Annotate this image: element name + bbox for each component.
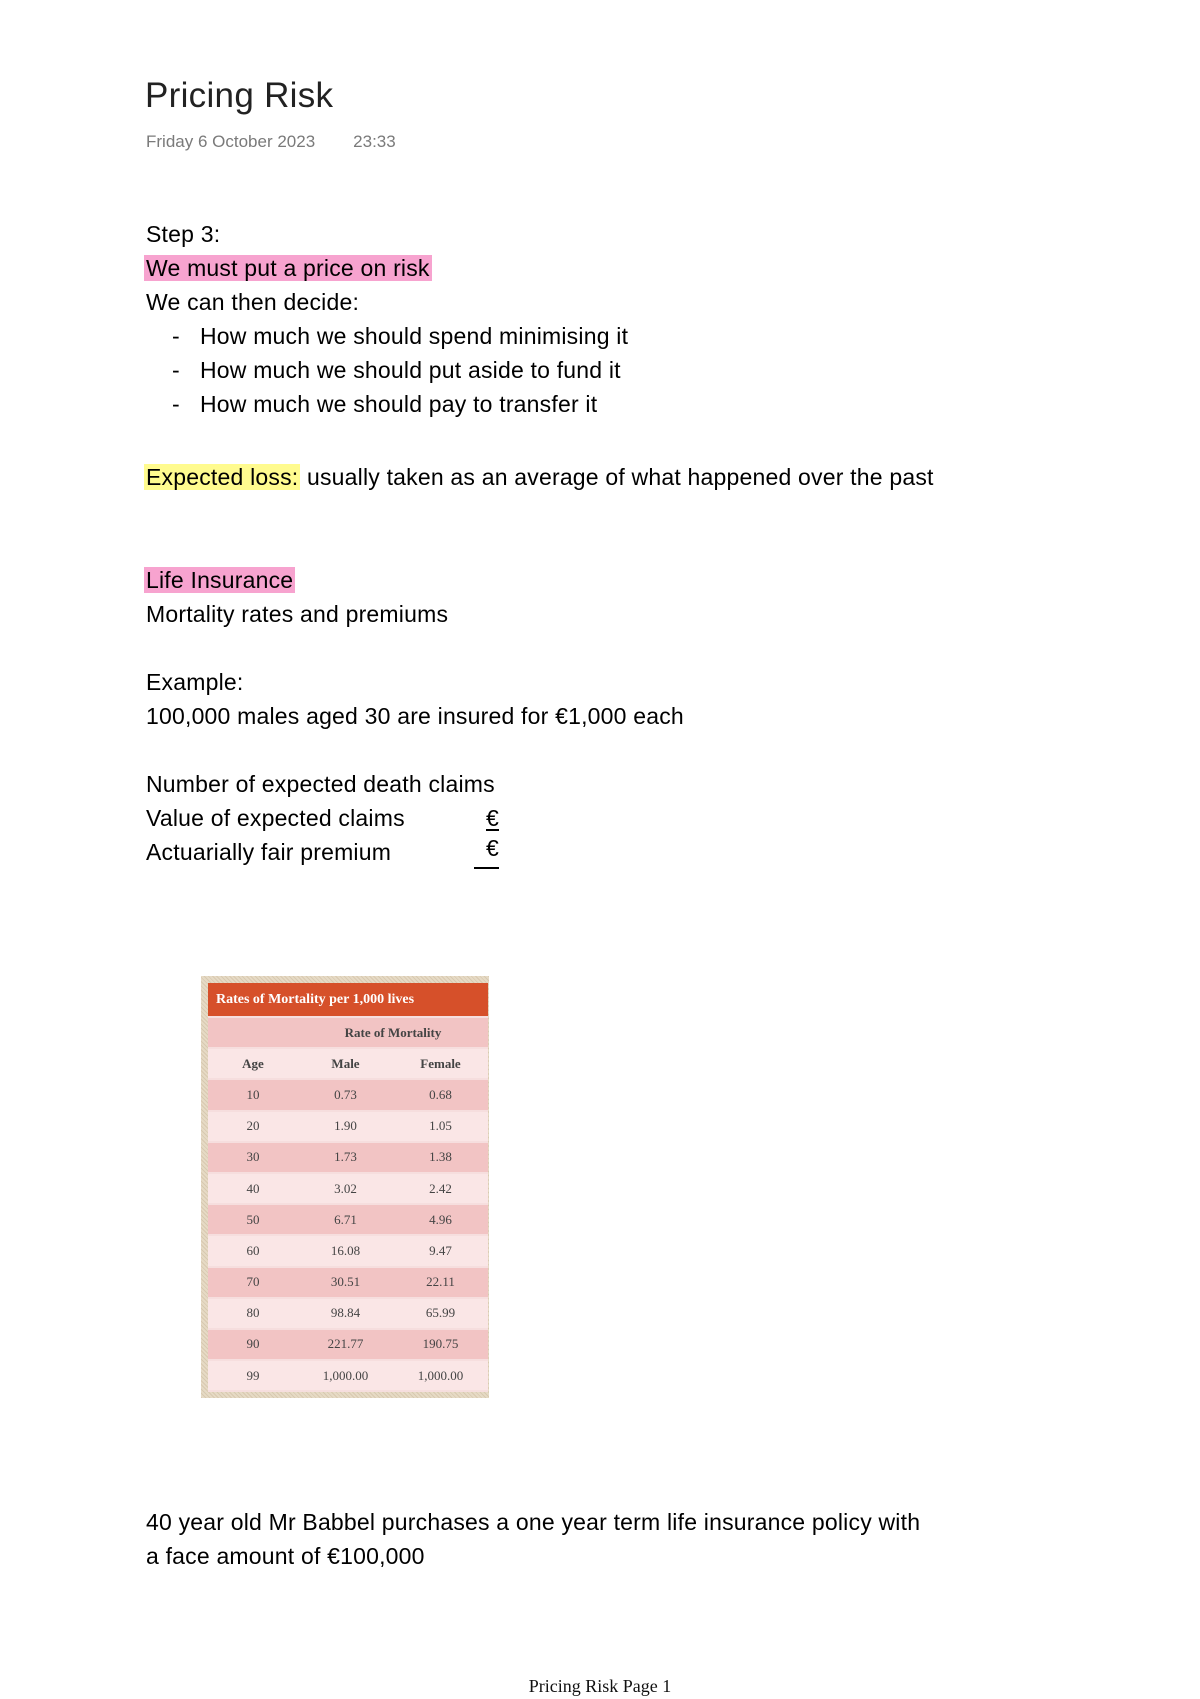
section-step bbox=[146, 217, 628, 421]
table-row: 10 0.73 0.68 bbox=[208, 1079, 488, 1110]
expected-claims-row bbox=[146, 801, 684, 835]
table-row: 70 30.51 22.11 bbox=[208, 1267, 488, 1298]
fair-premium-row bbox=[146, 835, 684, 869]
bullet-dash: - bbox=[172, 323, 180, 349]
table-row: 60 16.08 9.47 bbox=[208, 1235, 488, 1266]
life-insurance-section bbox=[146, 563, 684, 869]
life-insurance-subheading: Mortality rates and premiums bbox=[146, 601, 449, 627]
page-date: Friday 6 October 2023 bbox=[146, 132, 316, 151]
bullet-dash: - bbox=[172, 357, 180, 383]
decide-list bbox=[146, 319, 628, 421]
example-text: 100,000 males aged 30 are insured for €1,000 each bbox=[146, 703, 684, 729]
mortality-table-caption: Rates of Mortality per 1,000 lives bbox=[208, 983, 488, 1017]
expected-claims-value: € bbox=[486, 805, 499, 831]
column-header-age: Age bbox=[208, 1048, 298, 1079]
mortality-table-image bbox=[201, 976, 489, 1398]
page-title: Pricing Risk bbox=[145, 76, 334, 115]
list-item: - How much we should pay to transfer it bbox=[146, 387, 628, 421]
closing-line-1: 40 year old Mr Babbel purchases a one year term life insurance policy with bbox=[146, 1509, 921, 1535]
life-insurance-heading: Life Insurance bbox=[146, 567, 294, 593]
list-item: - How much we should spend minimising it bbox=[146, 319, 628, 353]
column-header-male: Male bbox=[298, 1048, 393, 1079]
table-row: 20 1.90 1.05 bbox=[208, 1111, 488, 1142]
fair-premium-label: Actuarially fair premium bbox=[146, 839, 392, 865]
column-header-female: Female bbox=[393, 1048, 488, 1079]
mortality-table bbox=[208, 983, 488, 1392]
closing-line-2: a face amount of €100,000 bbox=[146, 1543, 425, 1569]
expected-claims-label: Value of expected claims bbox=[146, 805, 405, 831]
list-item: - How much we should put aside to fund it bbox=[146, 353, 628, 387]
example-label: Example: bbox=[146, 669, 244, 695]
table-row: 90 221.77 190.75 bbox=[208, 1329, 488, 1360]
step-label: Step 3: bbox=[146, 221, 221, 247]
expected-death-claims: Number of expected death claims bbox=[146, 771, 495, 797]
decide-intro: We can then decide: bbox=[146, 289, 360, 315]
expected-loss-term: Expected loss: bbox=[146, 464, 299, 490]
table-row: 80 98.84 65.99 bbox=[208, 1298, 488, 1329]
expected-loss-definition: usually taken as an average of what happened over the past bbox=[300, 464, 934, 490]
page-time: 23:33 bbox=[353, 132, 396, 151]
mortality-group-header: Rate of Mortality bbox=[298, 1017, 488, 1048]
page-footer: Pricing Risk Page 1 bbox=[528, 1676, 672, 1696]
table-row: 50 6.71 4.96 bbox=[208, 1204, 488, 1235]
closing-paragraph bbox=[146, 1505, 920, 1573]
bullet-dash: - bbox=[172, 391, 180, 417]
table-row: 99 1,000.00 1,000.00 bbox=[208, 1360, 488, 1391]
table-row: 40 3.02 2.42 bbox=[208, 1173, 488, 1204]
table-row: 30 1.73 1.38 bbox=[208, 1142, 488, 1173]
page-timestamp bbox=[146, 132, 396, 152]
fair-premium-value: € bbox=[474, 835, 499, 869]
highlight-price-on-risk: We must put a price on risk bbox=[146, 255, 430, 281]
expected-loss-paragraph bbox=[146, 460, 934, 494]
